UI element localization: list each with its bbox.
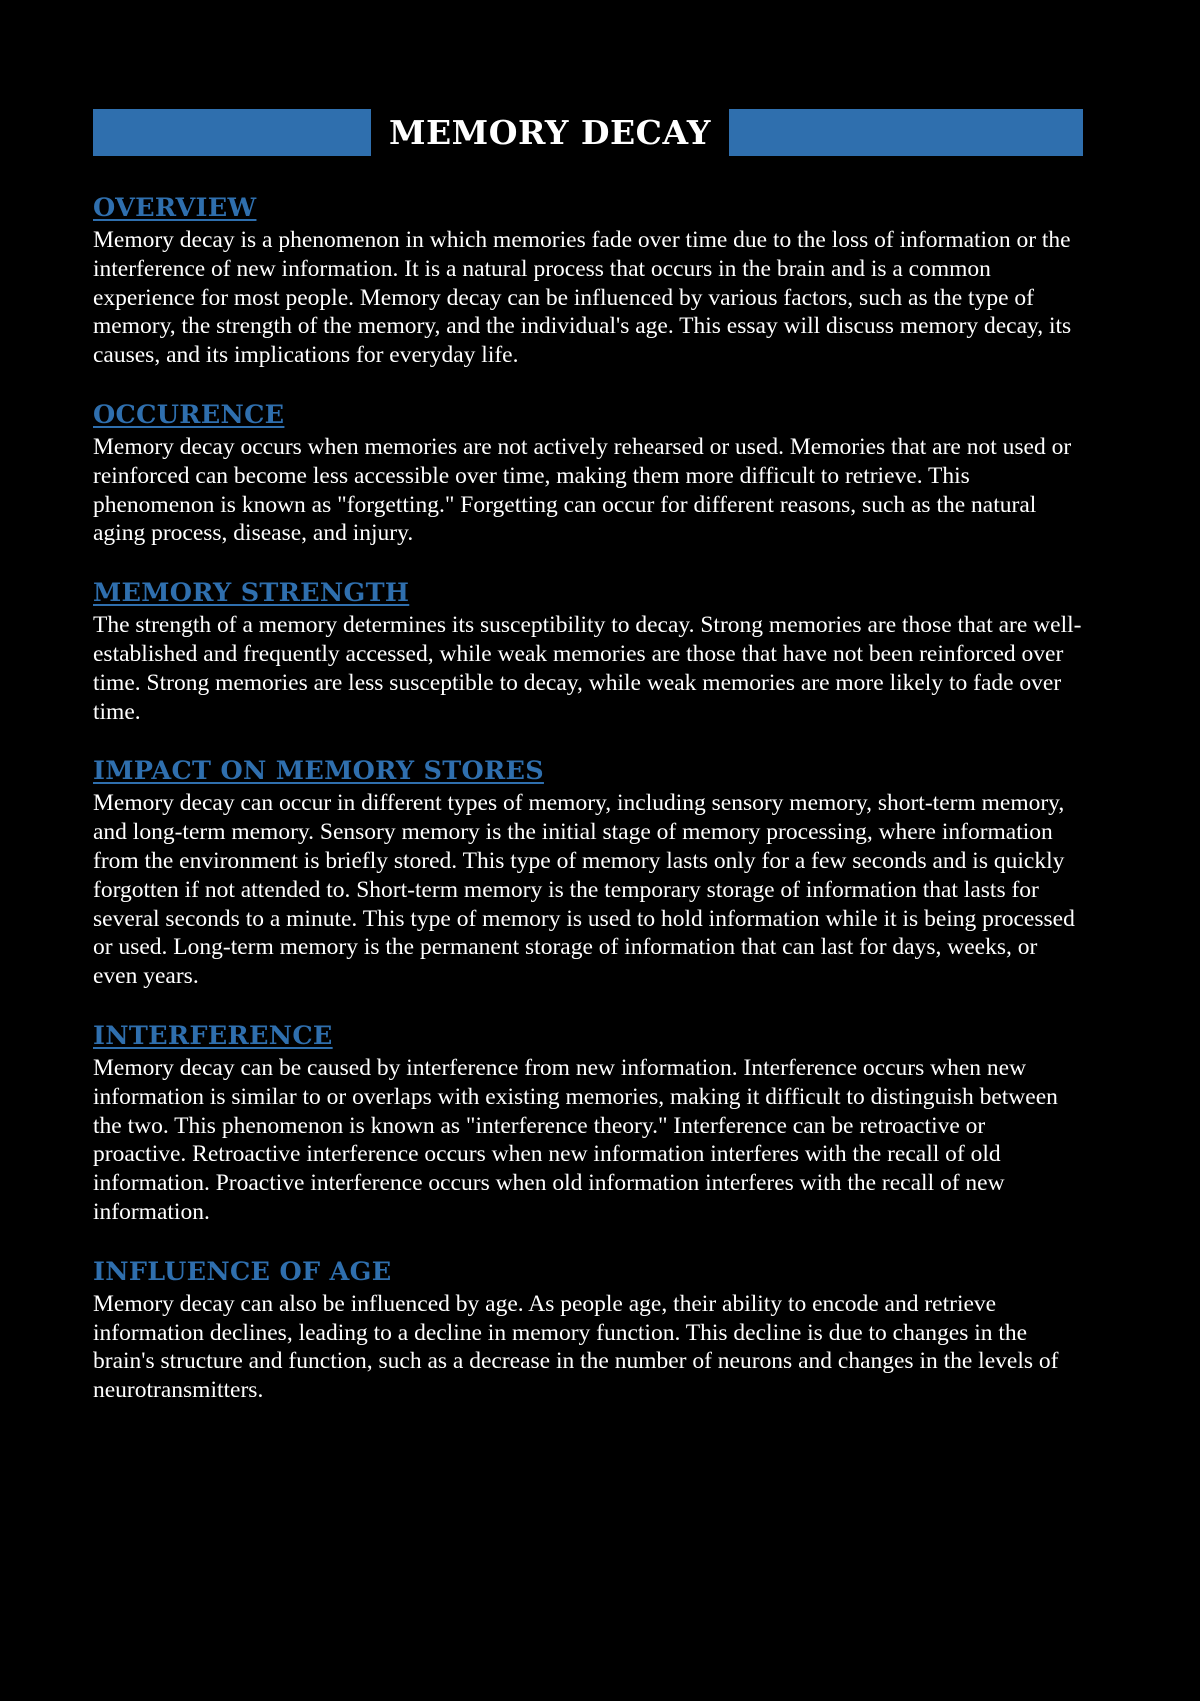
title-banner	[93, 109, 1083, 156]
title-bar-right-accent	[729, 109, 1083, 156]
section-influence-of-age	[93, 1256, 1083, 1405]
section-heading: OCCURENCE	[93, 399, 285, 430]
section-heading: INFLUENCE OF AGE	[93, 1256, 392, 1287]
section-heading: MEMORY STRENGTH	[93, 578, 410, 609]
section-memory-strength	[93, 577, 1083, 726]
section-interference	[93, 1020, 1083, 1227]
section-occurence	[93, 399, 1083, 548]
title-bar-left-accent	[93, 109, 371, 156]
section-body: The strength of a memory determines its susceptibility to decay. Strong memories are those that are well-established and frequently accessed, while weak memories are those that have not been reinforced over time. Strong memories are less susceptible to decay, while weak memories are more likely to fade over time.	[93, 612, 1082, 725]
section-heading: IMPACT ON MEMORY STORES	[93, 756, 544, 787]
section-overview	[93, 192, 1083, 370]
section-heading: OVERVIEW	[93, 193, 257, 223]
section-heading: INTERFERENCE	[93, 1020, 333, 1051]
section-body: Memory decay is a phenomenon in which memories fade over time due to the loss of information or the interference of new information. It is a natural process that occurs in the brain and is a common experience for most people. Memory decay can be influenced by various factors, such as the type of memory, the strength of the memory, and the individual's age. This essay will discuss memory decay, its causes, and its implications for everyday life.	[93, 227, 1072, 369]
section-body: Memory decay can also be influenced by age. As people age, their ability to encode and retrieve information declines, leading to a decline in memory function. This decline is due to changes in the brain's structure and function, such as a decrease in the number of neurons and changes in the levels of neurotransmitters.	[93, 1290, 1059, 1404]
section-impact-on-memory-stores	[93, 755, 1083, 991]
document-page	[93, 109, 1083, 1434]
section-body: Memory decay occurs when memories are not actively rehearsed or used. Memories that are not used or reinforced can become less accessible over time, making them more difficult to retrieve. This phenomenon is known as "forgetting." Forgetting can occur for different reasons, such as the natural aging process, disease, and injury.	[93, 433, 1072, 547]
page-title: MEMORY DECAY	[389, 113, 711, 152]
section-body: Memory decay can occur in different types of memory, including sensory memory, short-term memory, and long-term memory. Sensory memory is the initial stage of memory processing, where information from the environment is briefly stored. This type of memory lasts only for a few seconds and is quickly forgotten if not attended to. Short-term memory is the temporary storage of information that lasts for several seconds to a minute. This type of memory is used to hold information while it is being processed or used. Long-term memory is the permanent storage of information that can last for days, weeks, or even years.	[93, 790, 1075, 990]
section-body: Memory decay can be caused by interference from new information. Interference occurs when new information is similar to or overlaps with existing memories, making it difficult to distinguish between the two. This phenomenon is known as "interference theory." Interference can be retroactive or proactive. Retroactive interference occurs when new information interferes with the recall of old information. Proactive interference occurs when old information interferes with the recall of new information.	[93, 1054, 1058, 1225]
